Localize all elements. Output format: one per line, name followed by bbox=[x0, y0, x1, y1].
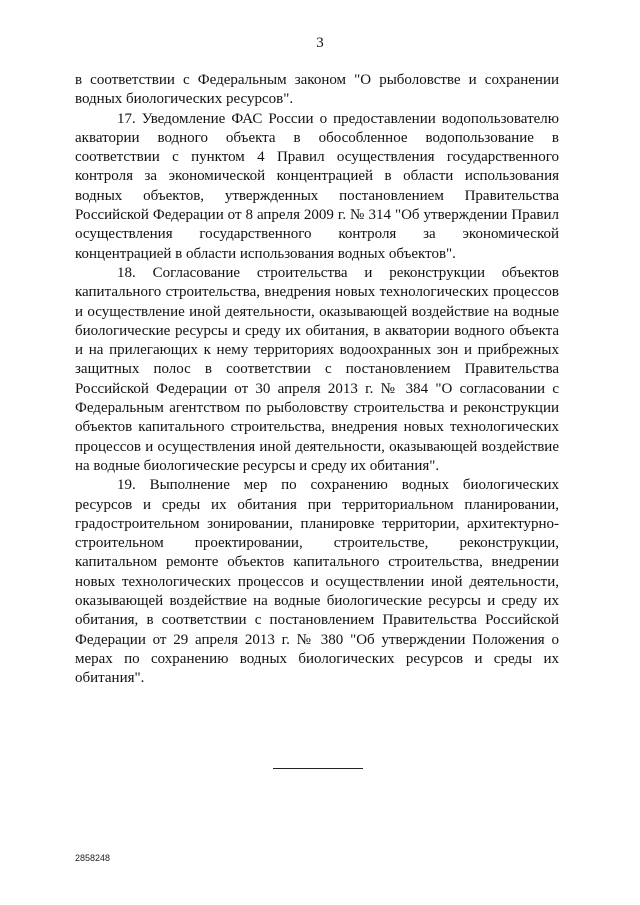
page-number: 3 bbox=[316, 35, 324, 51]
document-body bbox=[75, 71, 559, 689]
paragraph-item-17: 17. Уведомление ФАС России о предоставлении водопользователю акватории водного объекта в обособленное водопользование в соответствии с пунктом 4 Правил осуществления государственного контроля за экономической концентрацией в области использования водных объектов, утвержденных постановлением Правительства Российской Федерации от 8 апреля 2009 г. № 314 "Об утверждении Правил осуществления государственного контроля за экономической концентрацией в области использования водных объектов". bbox=[75, 110, 559, 262]
document-code: 2858248 bbox=[75, 853, 111, 863]
end-of-text-rule bbox=[273, 768, 363, 769]
paragraph-continuation: в соответствии с Федеральным законом "О рыболовстве и сохранении водных биологических ресурсов". bbox=[75, 72, 559, 108]
paragraph-item-19: 19. Выполнение мер по сохранению водных биологических ресурсов и среды их обитания при территориальном планировании, градостроительном зонировании, планировке территории, архитектурно-строительном проектировании, строительстве, реконструкции, капитальном ремонте объектов капитального строительства, внедрении новых технологических процессов и осуществлении иной деятельности, оказывающей воздействие на водные биологические ресурсы и среду их обитания, в соответствии с постановлением Правительства Российской Федерации от 29 апреля 2013 г. № 380 "Об утверждении Положения о мерах по сохранению водных биологических ресурсов и среды их обитания". bbox=[75, 477, 559, 687]
paragraph-item-18: 18. Согласование строительства и реконструкции объектов капитального строительства, внедрения новых технологических процессов и осуществление иной деятельности, оказывающей воздействие на водные биологические ресурсы и среду их обитания, в акватории водного объекта и на прилегающих к нему территориях водоохранных зон и прибрежных защитных полос в соответствии с постановлением Правительства Российской Федерации от 30 апреля 2013 г. № 384 "О согласовании с Федеральным агентством по рыболовству строительства и реконструкции объектов капитального строительства, внедрения новых технологических процессов и осуществления иной деятельности, оказывающей воздействие на водные биологические ресурсы и среду их обитания". bbox=[75, 264, 559, 474]
